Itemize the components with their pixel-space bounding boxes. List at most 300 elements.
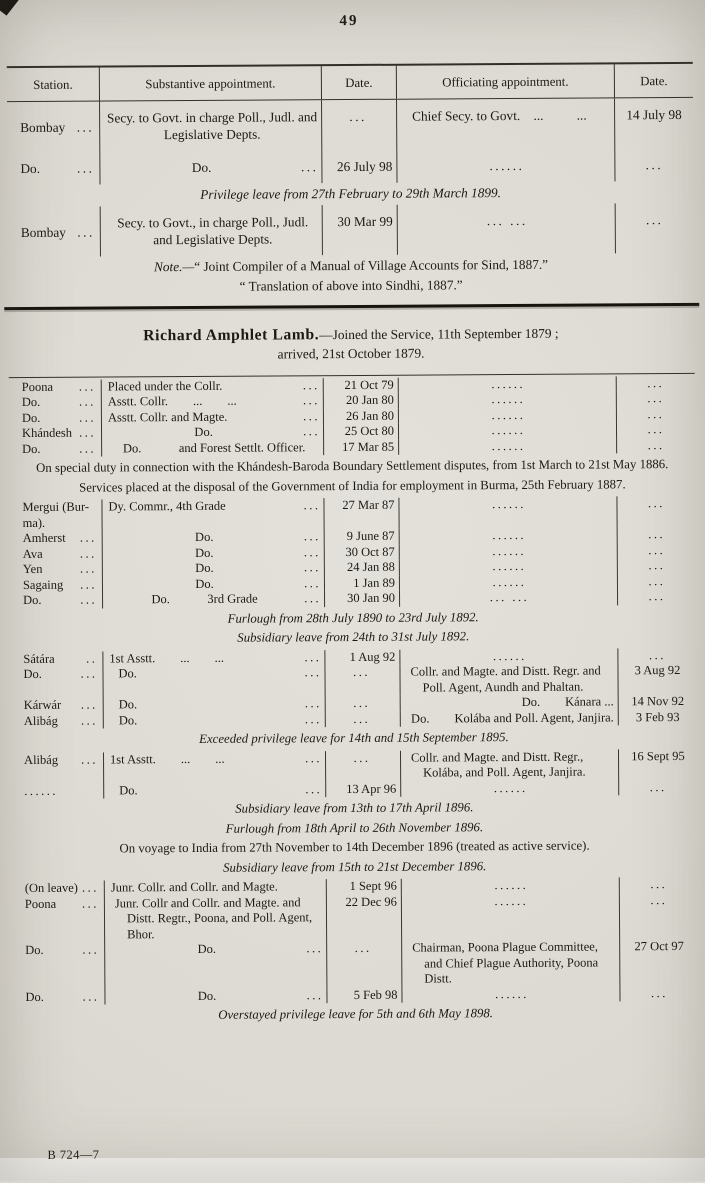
note-text: “ Translation of above into Sindhi, 1887.”	[239, 277, 463, 295]
cell-text: Do.	[194, 424, 213, 440]
trail-dots: ...	[305, 781, 323, 796]
table-row	[11, 710, 697, 730]
note-text: Privilege leave from 27th February to 29th March 1899.	[200, 185, 501, 203]
date-cell	[327, 941, 402, 988]
table-note	[10, 628, 696, 648]
cell-text: 5 Feb 98	[353, 987, 398, 1002]
date-cell	[325, 665, 400, 696]
date-cell	[324, 439, 399, 455]
cell-text: ...	[647, 496, 665, 511]
cell-text: ...	[650, 892, 668, 907]
trail-dots: ...	[304, 696, 322, 711]
cell-text: Chairman, Poona Plague Committee, and Chief Plague Authority, Poona Distt.	[412, 939, 599, 986]
date-cell	[327, 894, 402, 941]
station-cell	[10, 593, 103, 609]
substantive-cell	[101, 206, 323, 257]
cell-text: Do.	[21, 410, 41, 425]
officiating-cell	[401, 710, 619, 727]
cell-text: ...	[650, 985, 668, 1000]
trail-dots: ...	[304, 591, 322, 606]
station-cell	[9, 426, 102, 442]
station-cell	[9, 395, 102, 411]
table-row	[11, 780, 697, 800]
leader-dots: ...	[79, 546, 97, 561]
cell-text: ......	[492, 648, 527, 663]
table-note	[10, 609, 696, 629]
table-row	[12, 986, 698, 1006]
station-cell	[12, 896, 105, 943]
cell-text: Do. 3rd Grade	[151, 591, 258, 607]
date-cell	[324, 393, 399, 409]
leader-dots: ...	[79, 410, 96, 425]
station-cell	[10, 651, 103, 667]
substantive-cell	[104, 751, 326, 783]
officiating-cell	[399, 376, 617, 393]
cell-text: ......	[492, 559, 527, 574]
leader-dots: ...	[78, 394, 96, 409]
substantive-cell	[103, 560, 325, 577]
cell-text: Do.	[191, 160, 212, 176]
cell-text: ......	[492, 543, 527, 558]
cell-text: 20 Jan 80	[345, 392, 394, 408]
trail-dots: ...	[304, 665, 322, 680]
page-number: 49	[339, 12, 359, 30]
table-note	[8, 275, 694, 296]
date-cell	[618, 543, 696, 559]
leader-dots: ...	[81, 896, 99, 911]
officiating-cell	[402, 986, 620, 1003]
table-row	[8, 203, 694, 257]
cell-text: ......	[494, 893, 529, 908]
cell-text: 27 Mar 87	[342, 497, 395, 513]
leader-dots: ...	[79, 441, 97, 456]
table-body	[7, 98, 694, 296]
note-text: Services placed at the disposal of the Government of India for employment in Burma, 25th February 1887.	[79, 476, 626, 495]
station-cell	[8, 207, 101, 258]
cell-text: ...	[648, 589, 666, 604]
column-header-0: Station.	[7, 68, 100, 102]
station-cell	[10, 667, 103, 699]
cell-text: Sátára	[23, 651, 55, 666]
table-row	[9, 438, 695, 458]
cell-text: ......	[494, 878, 529, 893]
officer-name: Richard Amphlet Lamb.	[143, 325, 320, 344]
substantive-cell	[105, 941, 327, 989]
officiating-cell	[399, 392, 617, 409]
trail-dots: ...	[304, 711, 322, 726]
table-note	[8, 255, 694, 276]
substantive-cell	[103, 591, 325, 608]
table-header-row	[7, 62, 693, 103]
cell-text: 9 June 87	[346, 528, 395, 544]
officiating-cell	[401, 749, 619, 781]
cell-text: ...	[648, 558, 666, 573]
date-cell	[326, 750, 401, 781]
substantive-cell	[102, 424, 324, 441]
trail-dots: ...	[303, 560, 321, 575]
station-cell	[9, 500, 102, 532]
leader-dots: ...	[82, 989, 100, 1004]
date-cell	[617, 376, 695, 392]
station-cell	[10, 577, 103, 593]
cell-text: Do.	[25, 943, 44, 958]
leader-dots: ...	[78, 379, 96, 394]
leader-dots: ...	[79, 561, 97, 576]
table-row	[11, 749, 697, 784]
cell-text: ...	[647, 406, 665, 421]
leader-dots: ...	[79, 425, 97, 440]
cell-text: Alibág	[23, 713, 58, 728]
cell-text: ...	[648, 647, 666, 662]
officiating-cell	[400, 664, 618, 696]
cell-text: Do. Kolába and Poll. Agent, Janjira.	[410, 710, 614, 726]
note-text: Subsidiary leave from 15th to 21st December 1896.	[223, 858, 487, 875]
cell-text: Do.	[118, 712, 138, 728]
date-cell	[324, 424, 399, 440]
cell-text: (On leave)	[24, 880, 78, 896]
cell-text: ...	[354, 941, 372, 956]
station-cell	[11, 752, 104, 784]
cell-text: Placed under the Collr.	[107, 378, 223, 394]
date-cell	[620, 893, 698, 940]
station-cell	[10, 531, 103, 547]
station-cell	[12, 943, 105, 990]
cell-text: ...	[649, 779, 667, 794]
cell-text: 13 Apr 96	[346, 781, 397, 796]
cell-text: Do. Kánara ...	[521, 694, 614, 710]
substantive-cell	[102, 378, 324, 395]
trail-dots: ...	[302, 377, 320, 392]
date-cell	[615, 98, 693, 149]
substantive-cell	[105, 879, 327, 896]
date-cell	[322, 150, 397, 183]
station-cell	[9, 410, 102, 426]
table-row	[12, 939, 698, 990]
date-cell	[619, 749, 697, 780]
date-cell	[325, 560, 400, 576]
officiating-cell	[399, 438, 617, 455]
cell-text: 1 Aug 92	[349, 649, 396, 664]
date-cell	[616, 203, 694, 254]
cell-text: ...	[645, 212, 664, 228]
substantive-cell	[102, 440, 324, 457]
cell-text: ......	[489, 158, 525, 174]
cell-text: Poona	[24, 896, 57, 911]
cell-text: 14 July 98	[626, 107, 682, 123]
trail-dots: ...	[306, 987, 324, 1002]
service-table-continuation	[7, 62, 694, 297]
cell-text: Khándesh	[21, 425, 73, 441]
trail-dots: ...	[302, 393, 320, 408]
cell-text: ......	[492, 497, 526, 512]
substantive-cell	[104, 782, 326, 799]
trail-dots: ...	[303, 544, 321, 559]
date-cell	[327, 879, 402, 895]
date-cell	[618, 663, 696, 694]
cell-text: Poona	[21, 379, 54, 394]
cell-text: Do.	[195, 576, 214, 591]
officiating-cell	[400, 590, 618, 607]
leader-dots: ...	[80, 713, 98, 728]
cell-text: ... ...	[489, 590, 530, 605]
cell-text: Do.	[197, 941, 216, 957]
date-cell	[618, 527, 696, 543]
cell-text: ...	[650, 877, 668, 892]
cell-text: 16 Sept 95	[631, 748, 685, 763]
cell-text: Ava	[22, 546, 43, 561]
officer-joined-text: —Joined the Service, 11th September 1879 ;	[319, 325, 559, 342]
cell-text: Asstt. Collr. and Magte.	[107, 409, 228, 425]
column-header-1: Substantive appointment.	[100, 66, 322, 101]
table-note	[12, 838, 698, 858]
leader-dots: ...	[76, 119, 95, 135]
date-cell	[324, 377, 399, 393]
date-cell	[326, 711, 401, 727]
officiating-cell	[402, 893, 620, 941]
cell-text: ...	[353, 750, 371, 765]
table-note	[13, 1005, 699, 1025]
station-cell	[11, 783, 104, 799]
officiating-cell	[400, 528, 618, 545]
leader-dots: ...	[82, 942, 100, 957]
table-row	[7, 148, 693, 185]
cell-text: Do.	[21, 395, 41, 410]
cell-text: ......	[492, 574, 527, 589]
cell-text: ...	[353, 696, 371, 711]
substantive-cell	[102, 393, 324, 410]
cell-text: ...	[353, 711, 371, 726]
note-text: Furlough from 18th April to 26th November 1896.	[225, 819, 484, 836]
cell-text: 27 Oct 97	[634, 939, 684, 954]
substantive-cell	[105, 988, 327, 1005]
cell-text: 1 Sept 96	[349, 878, 397, 894]
cell-text: ......	[24, 783, 59, 798]
cell-text: ......	[491, 423, 526, 438]
date-cell	[617, 496, 695, 527]
station-cell	[10, 562, 103, 578]
cell-text: ...	[353, 665, 370, 680]
table-note	[11, 799, 697, 819]
date-cell	[615, 148, 693, 181]
substantive-cell	[104, 712, 326, 729]
officiating-cell	[398, 204, 616, 255]
cell-text: Do.	[195, 545, 214, 560]
column-header-3: Officiating appointment.	[397, 64, 615, 99]
officer-heading	[28, 322, 673, 365]
table-row	[10, 663, 696, 698]
officiating-cell	[399, 423, 617, 440]
substantive-cell	[103, 576, 325, 593]
cell-text: ... ...	[486, 213, 528, 229]
cell-text: ...	[645, 157, 664, 173]
cell-text: ...	[647, 375, 665, 390]
cell-text: 3 Aug 92	[634, 663, 681, 678]
cell-text: Do.	[118, 666, 137, 681]
officiating-cell	[397, 149, 615, 183]
station-cell	[10, 546, 103, 562]
cell-text: Do.	[20, 161, 41, 177]
substantive-cell	[102, 409, 324, 426]
date-cell	[617, 438, 695, 454]
cell-text: Do.	[118, 697, 138, 712]
trail-dots: ...	[300, 159, 319, 175]
cell-text: 24 Jan 88	[346, 559, 395, 575]
date-cell	[618, 648, 696, 664]
cell-text: 26 Jan 80	[345, 408, 394, 423]
table-body	[9, 376, 699, 1025]
cell-text: ...	[648, 542, 666, 557]
leader-dots: ...	[81, 880, 99, 895]
cell-text: 25 Oct 80	[344, 423, 395, 439]
date-cell	[619, 710, 697, 726]
cell-text: ......	[495, 986, 529, 1001]
officiating-cell	[402, 940, 620, 988]
date-cell	[617, 391, 695, 407]
cell-text: Junr. Collr and Collr. and Magte. and Distt. Regtr., Poona, and Poll. Agent, Bhor.	[114, 894, 313, 942]
leader-dots: ...	[80, 592, 98, 607]
date-cell	[324, 408, 399, 424]
note-text: Subsidiary leave from 13th to 17th April 1896.	[235, 800, 474, 816]
station-cell	[11, 713, 104, 729]
leader-dots: ...	[80, 697, 98, 712]
substantive-cell	[105, 895, 327, 943]
note-lead: Note.—	[153, 259, 195, 275]
table-row	[9, 496, 695, 531]
cell-text: Do.	[119, 782, 138, 798]
cell-text: Bombay	[20, 119, 66, 135]
cell-text: 21 Oct 79	[344, 377, 394, 392]
cell-text: ...	[647, 437, 665, 452]
note-text: Overstayed privilege leave for 5th and 6th May 1898.	[218, 1006, 493, 1022]
date-cell	[618, 558, 696, 574]
cell-text: ......	[491, 376, 526, 391]
cell-text: 30 Oct 87	[345, 544, 395, 559]
date-cell	[323, 205, 398, 255]
leader-dots: ...	[81, 752, 99, 767]
date-cell	[618, 589, 696, 605]
cell-text: Amherst	[22, 530, 66, 546]
date-cell	[619, 780, 697, 796]
substantive-cell	[102, 498, 324, 530]
leader-dots: ...	[80, 577, 97, 592]
cell-text: Alibág	[23, 752, 59, 767]
cell-text: Junr. Collr. and Collr. and Magte.	[110, 879, 278, 895]
cell-text: ...	[648, 573, 666, 588]
cell-text: 1st Asstt. ... ...	[109, 650, 225, 666]
cell-text: ......	[491, 392, 526, 407]
officiating-cell	[401, 780, 619, 797]
cell-text: 30 Mar 99	[337, 214, 393, 230]
officiating-cell	[397, 99, 615, 150]
note-text: Furlough from 28th July 1890 to 23rd July 1892.	[227, 609, 479, 626]
table-note	[8, 183, 694, 204]
note-text: Exceeded privilege leave for 14th and 15th September 1895.	[199, 730, 509, 747]
cell-text: Do. and Forest Settlt. Officer.	[122, 439, 306, 456]
table-row	[10, 589, 696, 609]
cell-text: Do.	[22, 441, 41, 456]
cell-text: Collr. and Magte. and Distt. Regr., Kolába, and Poll. Agent, Janjira.	[410, 749, 586, 780]
cell-text: Kárwár	[23, 697, 62, 713]
officiating-cell	[401, 695, 619, 712]
trail-dots: ...	[304, 575, 321, 590]
cell-text: 14 Nov 92	[631, 694, 685, 709]
cell-text: Sagaing	[22, 577, 64, 592]
cell-text: ......	[491, 407, 526, 422]
cell-text: Mergui (Bur-ma).	[22, 499, 90, 530]
date-cell	[617, 407, 695, 423]
station-cell	[7, 102, 100, 153]
date-cell	[620, 986, 698, 1002]
cell-text: Do.	[25, 989, 44, 1004]
date-cell	[617, 422, 695, 438]
cell-text: ......	[491, 438, 526, 453]
note-text: On voyage to India from 27th November to 14th December 1896 (treated as active service).	[119, 838, 590, 856]
date-cell	[326, 781, 401, 797]
substantive-cell	[100, 151, 322, 185]
substantive-cell	[103, 529, 325, 546]
station-cell	[9, 379, 102, 395]
date-cell	[620, 877, 698, 893]
cell-text: 17 Mar 85	[342, 439, 395, 454]
officiating-cell	[400, 543, 618, 560]
note-text: Subsidiary leave from 24th to 31st July 1892.	[237, 629, 470, 645]
station-cell	[12, 881, 105, 897]
cell-text: Secy. to Govt., in charge Poll., Judl. and Legislative Depts.	[117, 214, 309, 248]
trail-dots: ...	[303, 529, 321, 544]
station-cell	[7, 152, 100, 186]
leader-dots: ..	[86, 651, 98, 666]
date-cell	[325, 544, 400, 560]
column-header-4: Date.	[640, 74, 668, 89]
leader-dots: ...	[77, 224, 95, 240]
date-cell	[619, 694, 697, 710]
trail-dots: ...	[304, 649, 322, 664]
service-table-main	[9, 373, 699, 1025]
leader-dots: ...	[76, 160, 95, 177]
column-header-2: Date.	[322, 66, 397, 100]
date-cell	[324, 498, 399, 529]
table-note	[12, 858, 698, 878]
trail-dots: ...	[303, 498, 321, 513]
date-cell	[325, 529, 400, 545]
print-code: B 724—7	[47, 1147, 100, 1162]
cell-text: Bombay	[20, 224, 66, 240]
substantive-cell	[103, 665, 325, 697]
table-note	[11, 819, 697, 839]
cell-text: Secy. to Govt. in charge Poll., Judl. and Legislative Depts.	[106, 109, 318, 143]
cell-text: Chief Secy. to Govt. ... ...	[412, 107, 587, 125]
trail-dots: ...	[303, 424, 321, 439]
leader-dots: ...	[79, 530, 97, 545]
officiating-cell	[400, 559, 618, 576]
cell-text: Do.	[23, 667, 42, 682]
date-cell	[325, 591, 400, 607]
cell-text: Do.	[197, 988, 217, 1003]
station-cell	[11, 698, 104, 714]
officer-arrived-text: arrived, 21st October 1879.	[277, 345, 425, 361]
officiating-cell	[399, 497, 617, 529]
date-cell	[325, 575, 400, 591]
date-cell	[326, 696, 401, 712]
trail-dots: ...	[305, 750, 323, 765]
cell-text: ......	[492, 528, 527, 543]
date-cell	[322, 100, 397, 150]
officiating-cell	[402, 878, 620, 895]
substantive-cell	[103, 545, 325, 562]
cell-text: ...	[648, 527, 666, 542]
cell-text: Dy. Commr., 4th Grade	[108, 498, 226, 514]
trail-dots: ...	[306, 941, 324, 956]
